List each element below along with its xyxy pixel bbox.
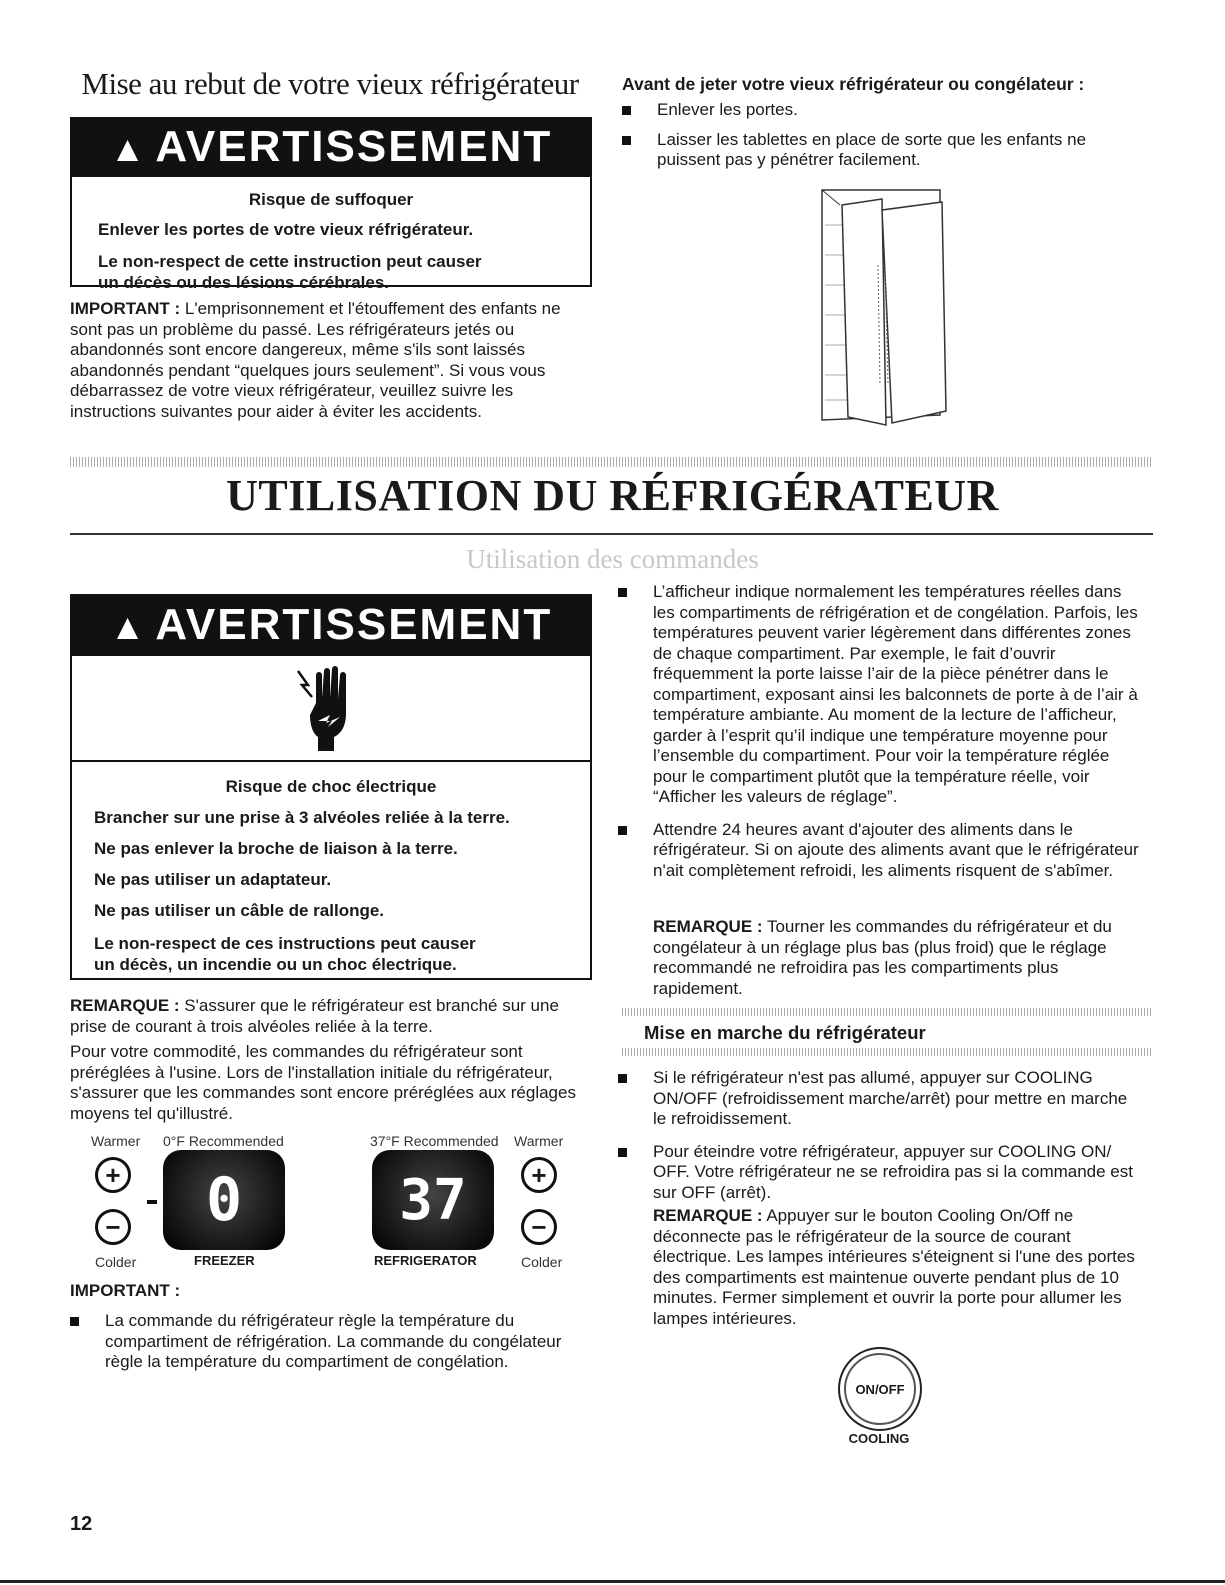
list-item: La commande du réfrigérateur règle la température du compartiment de réfrigération. La commande du congélateur règle la température du compartiment de congélation. xyxy=(70,1311,600,1373)
list-item: Laisser les tablettes en place de sorte que les enfants ne puissent pas y pénétrer facilement. xyxy=(622,130,1127,171)
freezer-display xyxy=(163,1150,285,1250)
startup-title: Mise en marche du réfrigérateur xyxy=(644,1022,926,1043)
main-title: UTILISATION DU RÉFRIGÉRATEUR xyxy=(226,471,999,520)
freezer-warmer-button[interactable] xyxy=(95,1157,131,1193)
freezer-colder-button[interactable] xyxy=(95,1209,131,1245)
right-remarque-1 xyxy=(653,917,1138,999)
freezer-warmer-label: Warmer xyxy=(91,1133,141,1149)
startup-divider-top xyxy=(622,1008,1152,1016)
warning-line: Ne pas enlever la broche de liaison à la terre. xyxy=(94,839,458,858)
fridge-temperature-value: 37 xyxy=(399,1167,467,1233)
title-rule xyxy=(70,533,1153,535)
freezer-caption: FREEZER xyxy=(194,1253,255,1268)
important-line: abandonnés pendant “quelques jours seulement”. Si vous vous xyxy=(70,360,546,380)
important-line: débarrassez de votre vieux réfrigérateur, veuillez suivre les xyxy=(70,381,514,400)
warning-final-a: Le non-respect de ces instructions peut causer xyxy=(94,934,476,953)
plus-icon: + xyxy=(105,1160,121,1190)
page-number: 12 xyxy=(70,1513,93,1535)
suffocation-risk: Risque de suffoquer xyxy=(248,190,414,209)
list-item: Attendre 24 heures avant d'ajouter des aliments dans le réfrigérateur. Si on ajoute des aliments avant que le réfrigérateur n'ait complètement refroidi, les aliments risquent de s'abîmer. xyxy=(618,820,1140,882)
warning-header xyxy=(72,596,590,656)
important-line: L'emprisonnement et l'étouffement des enfants ne xyxy=(180,299,561,318)
fridge-caption: REFRIGERATOR xyxy=(374,1253,477,1268)
left-remarque xyxy=(70,996,595,1037)
electric-shock-warning-box xyxy=(70,594,592,980)
cooling-onoff-inner-ring xyxy=(844,1353,916,1425)
disposal-title: Mise au rebut de votre vieux réfrigérateur xyxy=(81,66,579,101)
electric-risk: Risque de choc électrique xyxy=(225,777,437,796)
startup-list xyxy=(618,1068,1140,1212)
left-important-list xyxy=(70,1311,600,1382)
fridge-colder-button[interactable] xyxy=(521,1209,557,1245)
bottom-edge-rule xyxy=(0,1580,1225,1583)
fridge-recommended-label: 37°F Recommended xyxy=(370,1133,499,1149)
plus-icon: + xyxy=(531,1160,547,1190)
minus-icon: − xyxy=(531,1212,547,1242)
before-disposal-title: Avant de jeter votre vieux réfrigérateur ou congélateur : xyxy=(622,74,1085,94)
controls-subsection-title: Utilisation des commandes xyxy=(466,544,759,574)
startup-divider-bottom xyxy=(622,1048,1152,1056)
remarque-label: REMARQUE : xyxy=(70,996,180,1015)
cooling-caption: COOLING xyxy=(848,1431,910,1446)
warning-triangle-icon: ▲ xyxy=(109,128,148,169)
warning-triangle-icon: ▲ xyxy=(109,606,148,647)
warning-header xyxy=(72,119,590,177)
important-line: sont pas un problème du passé. Les réfrigérateurs jetés ou xyxy=(70,319,515,339)
freezer-connector xyxy=(147,1200,157,1204)
left-important-label: IMPORTANT : xyxy=(70,1281,181,1300)
shock-icon-area xyxy=(72,656,590,762)
remarque-text: S'assurer que le réfrigérateur est branché sur une prise de courant à trois alvéoles reliée à la terre. xyxy=(70,996,559,1036)
convenience-paragraph: Pour votre commodité, les commandes du réfrigérateur sont préréglées à l'usine. Lors de l'installation initiale du réfrigérateur, s'assurer que les commandes sont encore préréglées aux réglages moyens tel qu'illustré. xyxy=(70,1042,576,1123)
list-item: Enlever les portes. xyxy=(622,100,1152,121)
right-remarque-2 xyxy=(653,1206,1138,1329)
fridge-warmer-label: Warmer xyxy=(514,1133,564,1149)
suffocation-warning-box xyxy=(70,117,592,292)
cooling-onoff-button[interactable] xyxy=(838,1347,922,1431)
fridge-warmer-button[interactable] xyxy=(521,1157,557,1193)
fridge-display xyxy=(372,1150,494,1250)
list-item: Si le réfrigérateur n'est pas allumé, appuyer sur COOLING ON/OFF (refroidissement marche/arrêt) pour mettre en marche le refroidissement. xyxy=(618,1068,1140,1130)
remarque-text: Tourner les commandes du réfrigérateur et du congélateur à un réglage plus bas (plus froid) que le réglage recommandé ne refroidira pas les compartiments plus rapidement. xyxy=(653,917,1112,998)
display-info-list xyxy=(618,582,1140,890)
warning-final-b: un décès, un incendie ou un choc électrique. xyxy=(94,955,457,974)
before-disposal-section xyxy=(622,74,1152,180)
important-line: instructions suivantes pour aider à éviter les accidents. xyxy=(70,401,482,421)
warning-line-1: Enlever les portes de votre vieux réfrigérateur. xyxy=(98,220,474,239)
warning-header-text: AVERTISSEMENT xyxy=(155,600,553,649)
warning-line: Ne pas utiliser un câble de rallonge. xyxy=(94,901,385,920)
freezer-colder-label: Colder xyxy=(95,1254,137,1270)
important-label: IMPORTANT : xyxy=(70,299,181,318)
list-item: Pour éteindre votre réfrigérateur, appuyer sur COOLING ON/ OFF. Votre réfrigérateur ne se refroidira pas si la commande est sur OFF (arrêt). xyxy=(618,1142,1140,1204)
remarque-label: REMARQUE : xyxy=(653,917,763,936)
warning-line-2a: Le non-respect de cette instruction peut causer xyxy=(98,252,482,271)
list-item: L’afficheur indique normalement les températures réelles dans les compartiments de réfrigération et de congélation. Parfois, les températures peuvent varier légèrement dans différentes zones de chaque compartiment. Par exemple, le fait d’ouvrir fréquemment la porte laisse l’air de la pièce pénétrer dans le compartiment, exposant ainsi les balconnets de porte à de l’air à température ambiante. Au moment de la lecture de l’afficheur, garder à l’esprit qu’il indique une température moyenne pour l’ensemble du compartiment. Pour voir la température réglée pour le compartiment plutôt que la température réelle, voir “Afficher les valeurs de réglage”. xyxy=(618,582,1140,808)
warning-line: Brancher sur une prise à 3 alvéoles reliée à la terre. xyxy=(94,808,510,827)
fridge-colder-label: Colder xyxy=(521,1254,563,1270)
warning-header-text: AVERTISSEMENT xyxy=(155,122,553,171)
electric-shock-hand-icon xyxy=(296,663,366,753)
important-line: abandonnés sont encore dangereux, même s'ils sont laissés xyxy=(70,340,525,359)
important-paragraph xyxy=(70,299,600,422)
warning-line: Ne pas utiliser un adaptateur. xyxy=(94,870,332,889)
section-divider xyxy=(70,457,1153,467)
remarque-text: Appuyer sur le bouton Cooling On/Off ne déconnecte pas le réfrigérateur de la source de courant électrique. Les lampes intérieures s'éteignent si l'une des portes des compartiments est maintenue ouverte pendant plus de 10 minutes. Fermer simplement et ouvrir la porte pour allumer les lampes intérieures. xyxy=(653,1206,1135,1328)
warning-line-2b: un décès ou des lésions cérébrales. xyxy=(98,273,390,292)
freezer-recommended-label: 0°F Recommended xyxy=(163,1133,284,1149)
minus-icon: − xyxy=(105,1212,121,1242)
onoff-label: ON/OFF xyxy=(855,1381,905,1397)
before-disposal-list xyxy=(622,100,1152,171)
freezer-temperature-value: 0 xyxy=(205,1165,243,1235)
refrigerator-doors-illustration xyxy=(800,185,960,430)
remarque-label: REMARQUE : xyxy=(653,1206,763,1225)
